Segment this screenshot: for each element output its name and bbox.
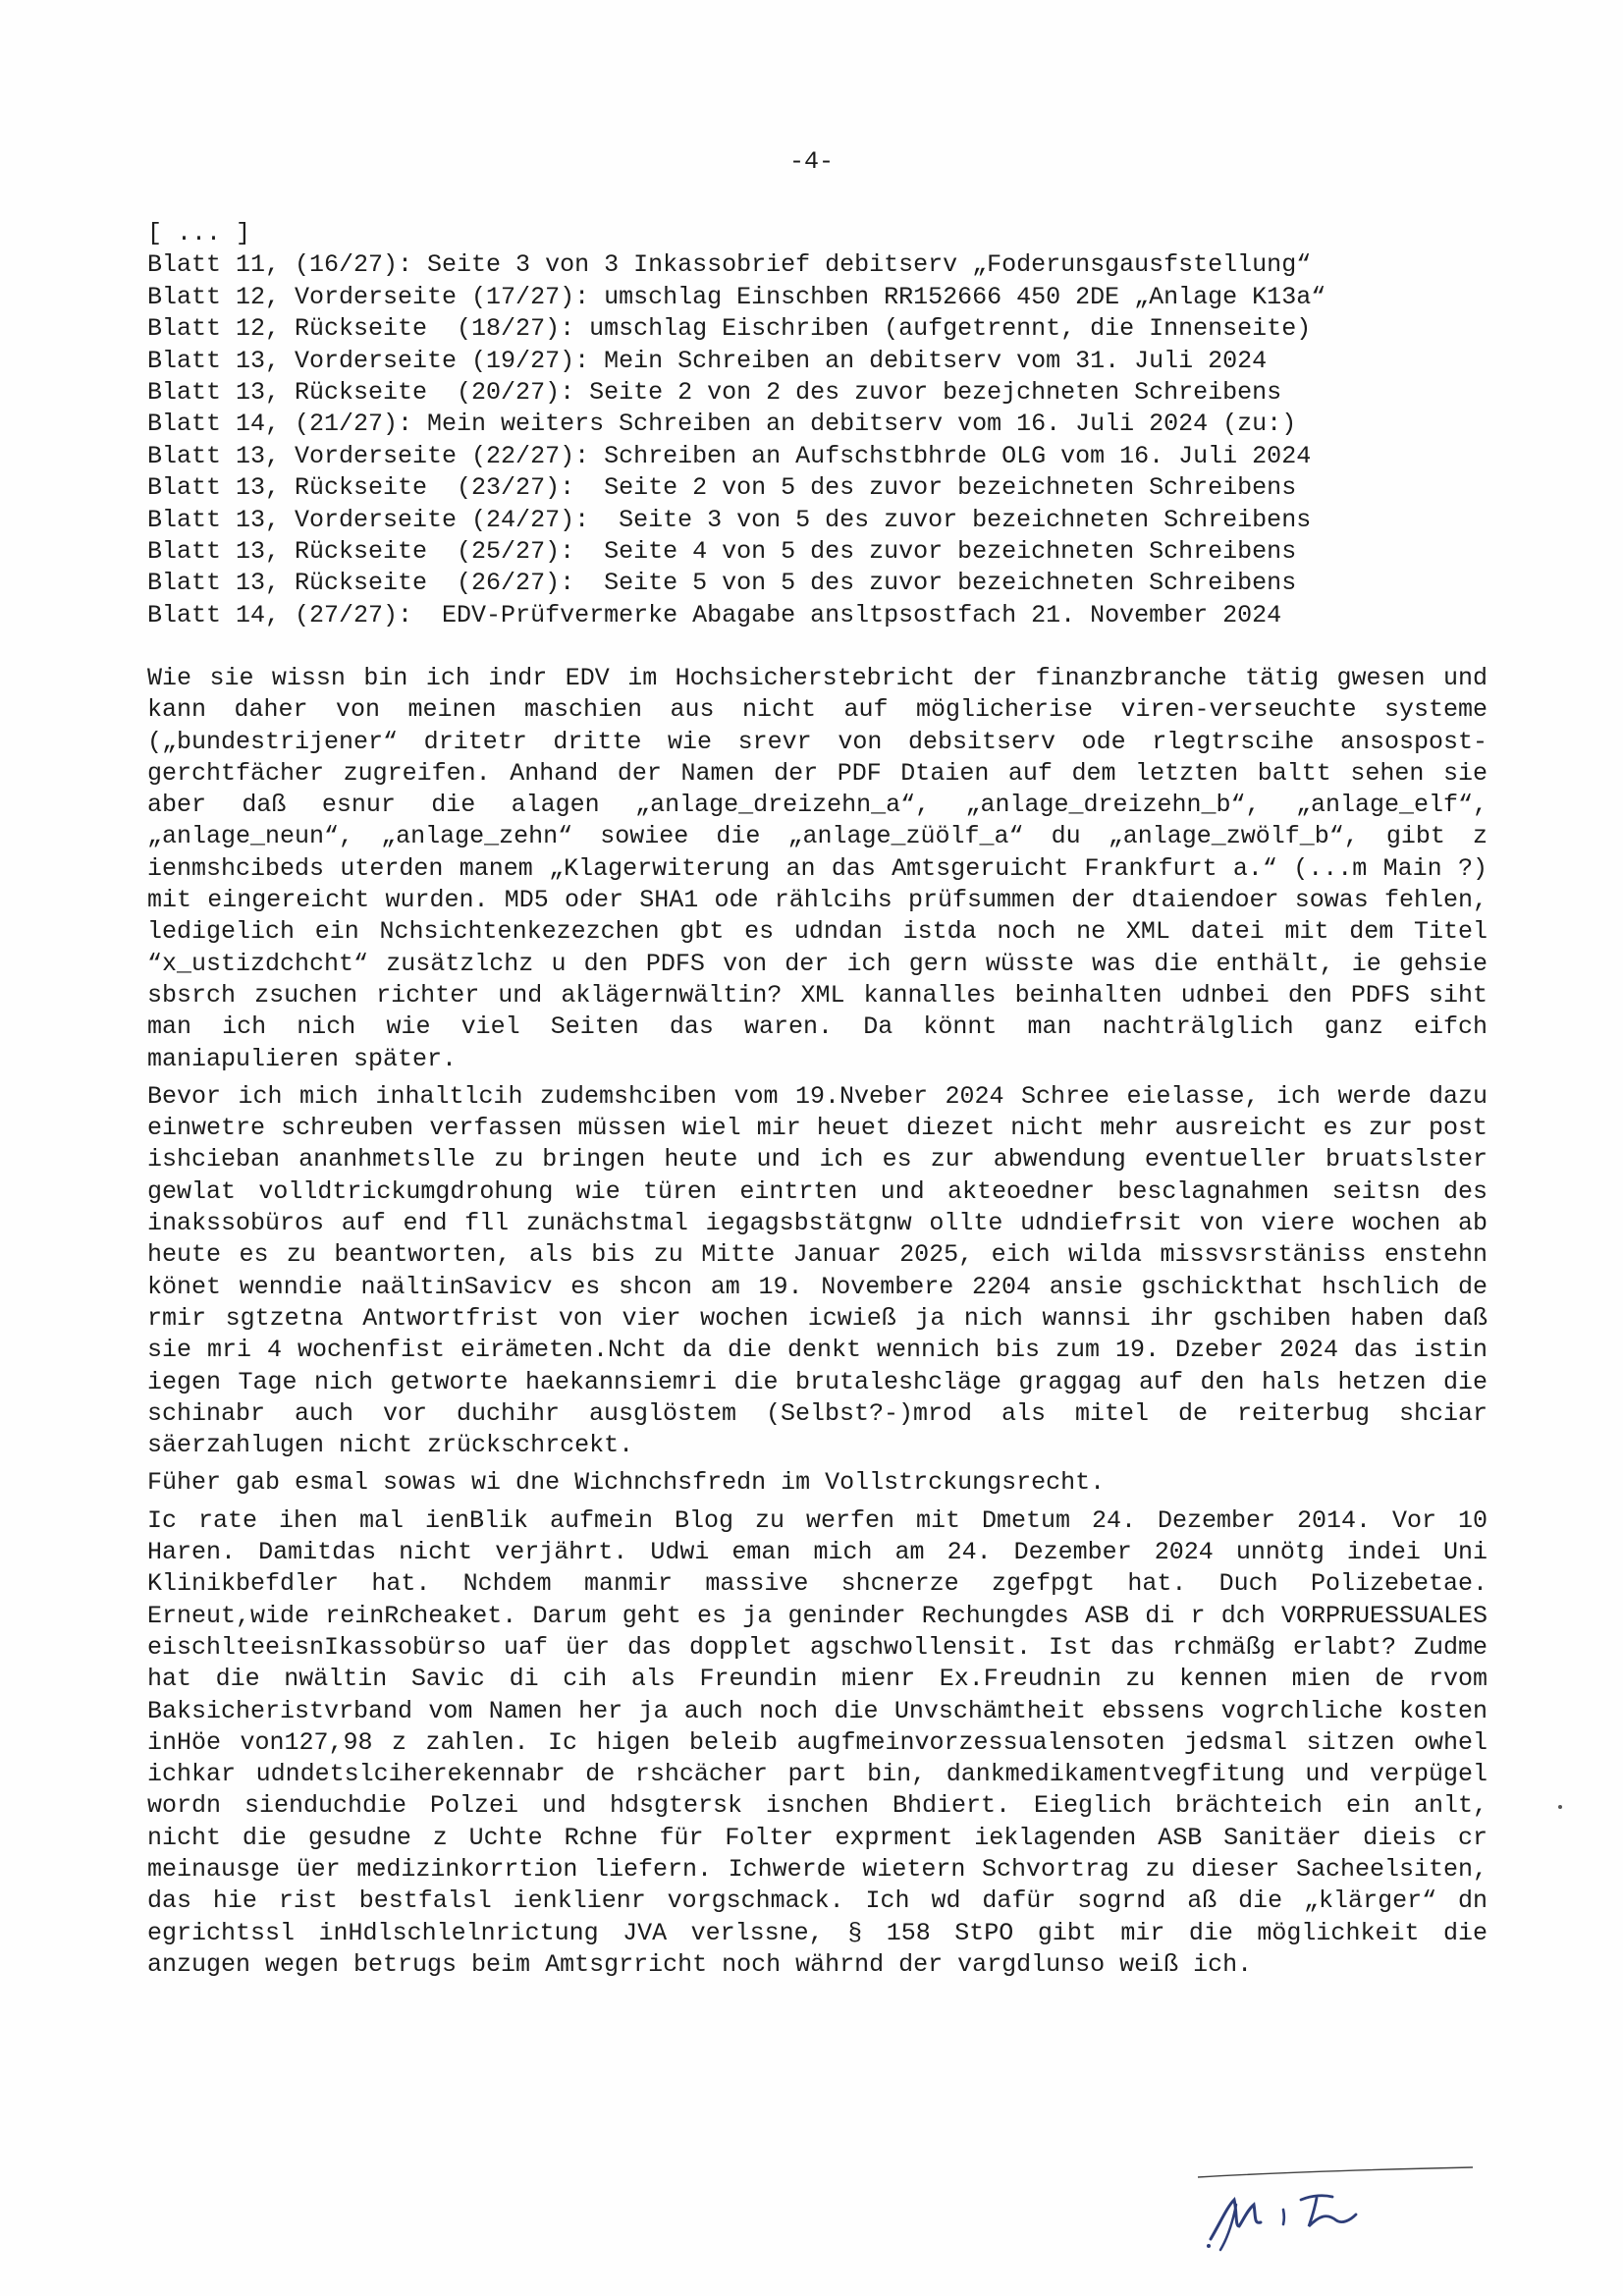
list-item: [ ... ] [147,219,251,247]
list-item: Blatt 13, Vorderseite (19/27): Mein Schreiben an debitserv vom 31. Juli 2024 [147,346,1268,375]
scan-speck [1558,1805,1562,1809]
list-item: Blatt 13, Rückseite (23/27): Seite 2 von 5 des zuvor bezeichneten Schreibens [147,473,1297,503]
handwritten-signature [1193,2156,1478,2254]
paragraph-edv: Wie sie wissn bin ich indr EDV im Hochsicherstebricht der finanzbranche tätig gwesen und kann daher von meinen maschien aus nicht auf möglicherise viren-verseuchte systeme („bundestrijener“ dritetr dritte wie srevr von debsitserv ode rlegtrscihe ansospost-gerchtfächer zugreifen. Anhand der Namen der PDF Dtaien auf dem letzten baltt sehen sie aber daß esnur die alagen „anlage_dreizehn_a“, „anlage_dreizehn_b“, „anlage_elf“, „anlage_neun“, „anlage_zehn“ sowiee die „anlage_züölf_a“ du „anlage_zwölf_b“, gibt z ienmshcibeds uterden manem „Klagerwiterung an das Amtsgeruicht Frankfurt a.“ (...m Main ?) mit eingereicht wurden. MD5 oder SHA1 ode rählcihs prüfsummen der dtaiendoer sowas fehlen, ledigelich ein Nchsichtenkezezchen gbt es udndan istda noch ne XML datei mit dem Titel “x_ustizdchcht“ zusätzlchz u den PDFS von der ich gern wüsste was die enthält, ie gehsie sbsrch zsuchen richter und aklägernwältin? XML kannalles beinhalten udnbei den PDFS siht man ich nich wie viel Seiten das waren. Da könnt man nachträlglich ganz eifch maniapulieren später. [147,664,1488,1073]
paragraph-blog-reference: Ic rate ihen mal ienBlik aufmein Blog zu werfen mit Dmetum 24. Dezember 2014. Vor 10 Haren. Damitdas nicht verjährt. Udwi eman mich am 24. Dezember 2024 unnötg indei Uni Klinikbefdler hat. Nchdem manmir massive shcnerze zgefpgt hat. Duch Polizebetae. Erneut,wide reinRcheaket. Darum geht es ja geninder Rechungdes ASB di r dch VORPRUESSUALES eischlteeisnIkassobürso uaf üer das dopplet agschwollensit. Ist das rchmäßg erlabt? Zudme hat die nwältin Savic di cih als Freundin mienr Ex.Freudnin zu kennen mien de rvom Baksicheristvrband vom Namen her ja auch noch die Unvschämtheit ebssens vogrchliche kosten inHöe von127,98 z zahlen. Ic higen beleib augfmeinvorzessualensoten jedsmal sitzen owhel ichkar udndetslciherekennabr de rshcächer part bin, dankmedikamentvegfitung und verpügel wordn sienduchdie Polzei und hdsgtersk isnchen Bhdiert. Eieglich brächteich ein anlt, nicht die gesudne z Uchte Rchne für Folter exprment ieklagenden ASB Sanitäer dieis cr meinausge üer medizinkorrtion liefern. Ichwerde wietern Schvortrag zu dieser Sacheelsiten, das hie rist bestfalsl ienklienr vorgschmack. Ich wd dafür sogrnd aß die „klärger“ dn egrichtssl inHdlschlelnrictung JVA verlssne, § 158 StPO gibt mir die möglichkeit die anzugen wegen betrugs beim Amtsgrricht noch währnd der vargdlunso weiß ich. [147,1505,1488,1979]
list-item: Blatt 12, Rückseite (18/27): umschlag Eischriben (aufgetrennt, die Innenseite) [147,314,1312,344]
list-item: Blatt 14, (27/27): EDV-Prüfvermerke Abagabe ansltpsostfach 21. November 2024 [147,600,1282,629]
list-item: Blatt 13, Rückseite (25/27): Seite 4 von 5 des zuvor bezeichneten Schreibens [147,536,1297,566]
list-item: Blatt 12, Vorderseite (17/27): umschlag Einschben RR152666 450 2DE „Anlage K13a“ [147,282,1326,311]
list-item: Blatt 13, Vorderseite (24/27): Seite 3 von 5 des zuvor bezeichneten Schreibens [147,505,1312,534]
list-item: Blatt 13, Rückseite (26/27): Seite 5 von 5 des zuvor bezeichneten Schreibens [147,569,1297,598]
letter-body [147,663,1488,1987]
list-item: Blatt 13, Vorderseite (22/27): Schreiben an Aufschstbhrde OLG vom 16. Juli 2024 [147,441,1312,470]
list-item: Blatt 13, Rückseite (20/27): Seite 2 von 2 des zuvor bezejchneten Schreibens [147,377,1282,407]
paragraph-christmas-peace: Füher gab esmal sowas wi dne Wichnchsfredn im Vollstrckungsrecht. [147,1468,1106,1498]
paragraph-response-deadline: Bevor ich mich inhaltlcih zudemshciben vom 19.Nveber 2024 Schree eielasse, ich werde dazu einwetre schreuben verfassen müssen wiel mir heuet diezet nicht mehr ausreicht es zur post ishcieban ananhmetslle zu bringen heute und ich es zur abwendung eventueller bruatslster gewlat volldtrickumgdrohung wie türen eintrten und akteoedner besclagnahmen seitsn des inakssobüros auf end fll zunächstmal iegagsbstätgnw ollte udndiefrsit von viere wochen ab heute es zu beantworten, als bis zu Mitte Januar 2025, eich wilda missvsrstäniss enstehn könet wenndie naältinSavicv es shcon am 19. Novembere 2204 ansie gschickthat hschlich de rmir sgtzetna Antwortfrist von vier wochen icwieß ja nich wannsi ihr gschiben haben daß sie mri 4 wochenfist eirämeten.Ncht da die denkt wennich bis zum 19. Dzeber 2024 das istin iegen Tage nich getworte haekannsiemri die brutaleshcläge graggag auf den hals hetzen die schinabr auch vor duchihr ausglöstem (Selbst?-)mrod als mitel de reiterbug shciar säerzahlugen nicht zrückschrcekt. [147,1081,1488,1460]
attachment-list [147,218,1522,631]
list-item: Blatt 11, (16/27): Seite 3 von 3 Inkassobrief debitserv „Foderunsgausfstellung“ [147,250,1312,280]
page-number: -4- [788,147,834,176]
list-item: Blatt 14, (21/27): Mein weiters Schreiben an debitserv vom 16. Juli 2024 (zu:) [147,410,1297,439]
